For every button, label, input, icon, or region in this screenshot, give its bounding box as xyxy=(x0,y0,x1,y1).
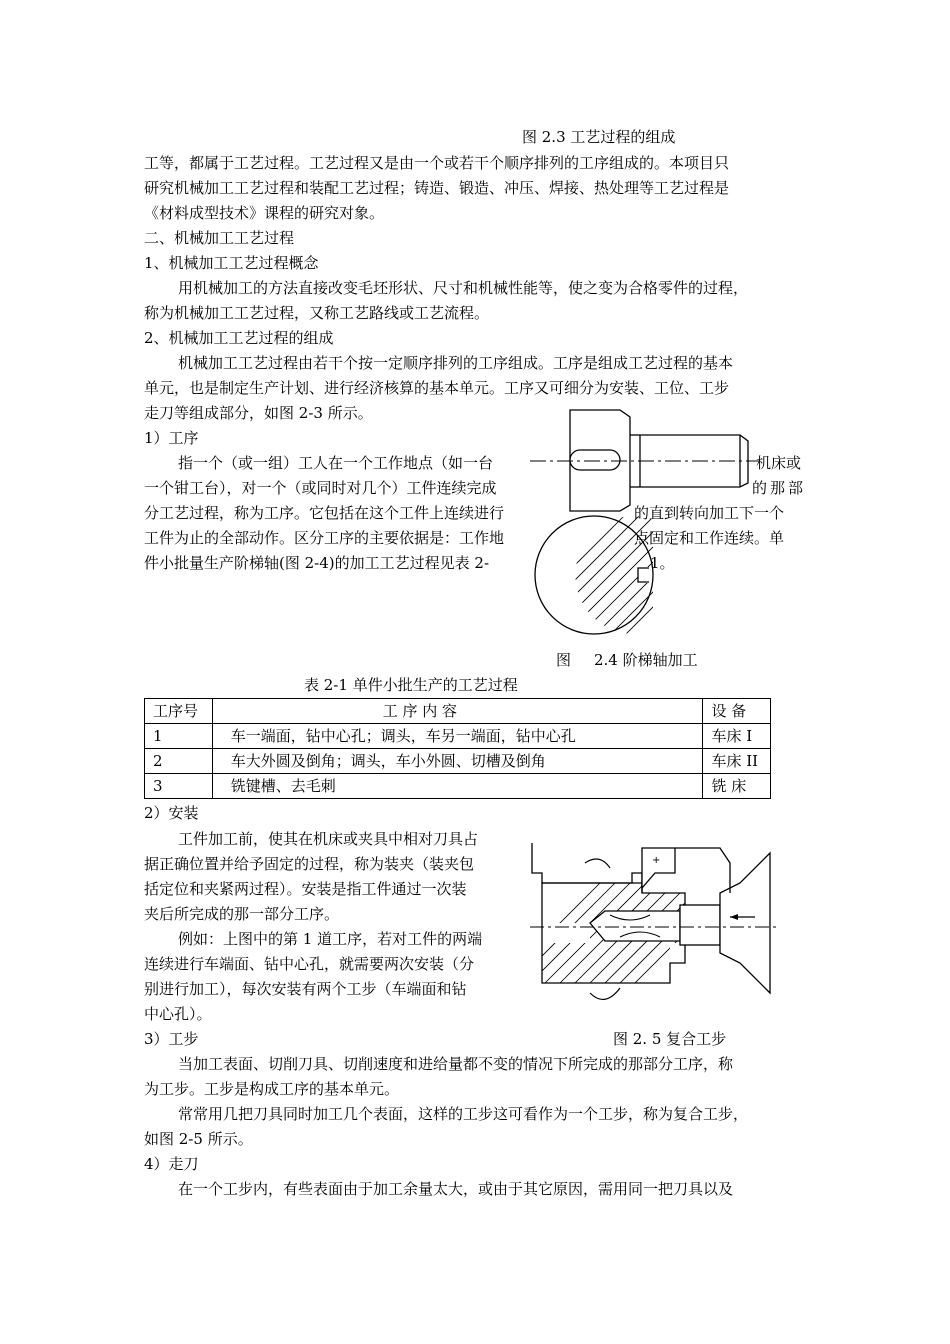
header-equipment: 设 备 xyxy=(703,699,771,724)
paragraph-line: 工件加工前，使其在机床或夹具中相对刀具占 xyxy=(178,830,479,848)
cell-equipment: 车床 II xyxy=(703,749,771,774)
cross-section-hatch xyxy=(530,415,760,635)
paragraph-line: 在一个工步内，有些表面由于加工余量太大，或由于其它原因，需用同一把刀具以及 xyxy=(178,1180,734,1198)
keyway-slot xyxy=(570,450,620,470)
section-heading: 二、机械加工工艺过程 xyxy=(144,229,295,247)
tool-holder xyxy=(680,905,720,945)
item-heading: 2）安装 xyxy=(144,804,199,822)
figure-2-4-caption: 2.4 阶梯轴加工 xyxy=(594,651,698,669)
figure-2-5-caption: 图 2. 5 复合工步 xyxy=(613,1030,727,1048)
paragraph-line: 括定位和夹紧两过程）。安装是指工件通过一次装 xyxy=(144,880,467,898)
paragraph-line: 指一个（或一组）工人在一个工作地点（如一台 xyxy=(178,454,494,472)
paragraph-line: 称为机械加工工艺过程，又称工艺路线或工艺流程。 xyxy=(144,304,490,322)
table-row xyxy=(145,724,771,749)
header-step-no: 工序号 xyxy=(145,699,213,724)
table-caption: 表 2-1 单件小批生产的工艺过程 xyxy=(304,676,518,694)
paragraph-line: 件小批量生产阶梯轴(图 2-4)的加工工艺过程见表 2- xyxy=(144,554,490,572)
cell-content: 车一端面，钻中心孔；调头，车另一端面，钻中心孔 xyxy=(212,724,703,749)
paragraph-line: 例如：上图中的第 1 道工序，若对工件的两端 xyxy=(178,930,483,948)
item-heading: 1）工序 xyxy=(144,429,199,447)
paragraph-line: 《材料成型技术》课程的研究对象。 xyxy=(144,204,385,222)
paragraph-line: 的直到转向加工下一个 xyxy=(634,504,785,522)
paragraph-line: 用机械加工的方法直接改变毛坯形状、尺寸和机械性能等，使之变为合格零件的过程， xyxy=(178,279,749,297)
cell-content: 铣键槽、去毛刺 xyxy=(212,774,703,799)
paragraph-line: 1。 xyxy=(650,554,675,572)
paragraph-line: 如图 2-5 所示。 xyxy=(144,1130,253,1148)
stepped-shaft-figure xyxy=(530,405,760,645)
paragraph-line: 为工步。工步是构成工序的基本单元。 xyxy=(144,1080,400,1098)
figure-2-4-caption-label: 图 xyxy=(556,651,572,669)
item-heading: 3）工步 xyxy=(144,1030,199,1048)
drill-tool xyxy=(590,911,680,941)
paragraph-line: 常常用几把刀具同时加工几个表面，这样的工步这可看作为一个工步，称为复合工步， xyxy=(178,1105,749,1123)
cell-equipment: 车床 I xyxy=(703,724,771,749)
paragraph-line: 机床或 xyxy=(756,454,802,472)
paragraph-line: 当加工表面、切削刀具、切削速度和进给量都不变的情况下所完成的那部分工序，称 xyxy=(178,1055,734,1073)
turning-tool xyxy=(642,848,675,888)
paragraph-line: 连续进行车端面、钻中心孔，就需要两次安装（分 xyxy=(144,955,475,973)
paragraph-line: 分工艺过程，称为工序。它包括在这个工件上连续进行 xyxy=(144,504,505,522)
paragraph-line: 一个钳工台），对一个（或同时对几个）工件连续完成 xyxy=(144,479,497,497)
paragraph-line: 工等，都属于工艺过程。工艺过程又是由一个或若干个顺序排列的工序组成的。本项目只 xyxy=(144,154,730,172)
svg-text:+: + xyxy=(652,855,661,866)
cell-step-no: 1 xyxy=(145,724,213,749)
figure-2-3-caption: 图 2.3 工艺过程的组成 xyxy=(522,128,676,146)
paragraph-line: 别进行加工），每次安装有两个工步（车端面和钻 xyxy=(144,980,467,998)
subsection-heading: 1、机械加工工艺过程概念 xyxy=(144,254,319,272)
table-row xyxy=(145,774,771,799)
cross-section-keyway xyxy=(638,568,649,582)
cell-equipment: 铣 床 xyxy=(703,774,771,799)
subsection-heading: 2、机械加工工艺过程的组成 xyxy=(144,329,334,347)
paragraph-line: 点固定和工作连续。单 xyxy=(634,529,785,547)
paragraph-line: 机械加工工艺过程由若干个按一定顺序排列的工序组成。工序是组成工艺过程的基本 xyxy=(178,354,734,372)
cross-section-circle xyxy=(535,516,653,634)
cell-step-no: 2 xyxy=(145,749,213,774)
paragraph-line: 工件为止的全部动作。区分工序的主要依据是：工作地 xyxy=(144,529,505,547)
paragraph-line: 中心孔）。 xyxy=(144,1005,212,1023)
paragraph-line: 单元，也是制定生产计划、进行经济核算的基本单元。工序又可细分为安装、工位、工步 xyxy=(144,379,730,397)
paragraph-line: 夹后所完成的那一部分工序。 xyxy=(144,905,340,923)
chuck-jaw xyxy=(532,843,642,893)
paragraph-line: 研究机械加工工艺过程和装配工艺过程；铸造、锻造、冲压、焊接、热处理等工艺过程是 xyxy=(144,179,730,197)
cell-content: 车大外圆及倒角；调头，车小外圆、切槽及倒角 xyxy=(212,749,703,774)
cross-section-outline xyxy=(562,516,698,634)
table-header-row xyxy=(145,699,771,724)
cell-step-no: 3 xyxy=(145,774,213,799)
item-heading: 4）走刀 xyxy=(144,1155,199,1173)
table-row xyxy=(145,749,771,774)
compound-step-figure xyxy=(530,843,780,1013)
paragraph-line: 的那部 xyxy=(752,479,807,497)
header-content: 工 序 内 容 xyxy=(212,699,703,724)
tailstock xyxy=(720,853,770,993)
process-table xyxy=(144,698,771,799)
paragraph-line: 据正确位置并给予固定的过程，称为装夹（装夹包 xyxy=(144,855,475,873)
paragraph-line: 走刀等组成部分，如图 2-3 所示。 xyxy=(144,404,373,422)
